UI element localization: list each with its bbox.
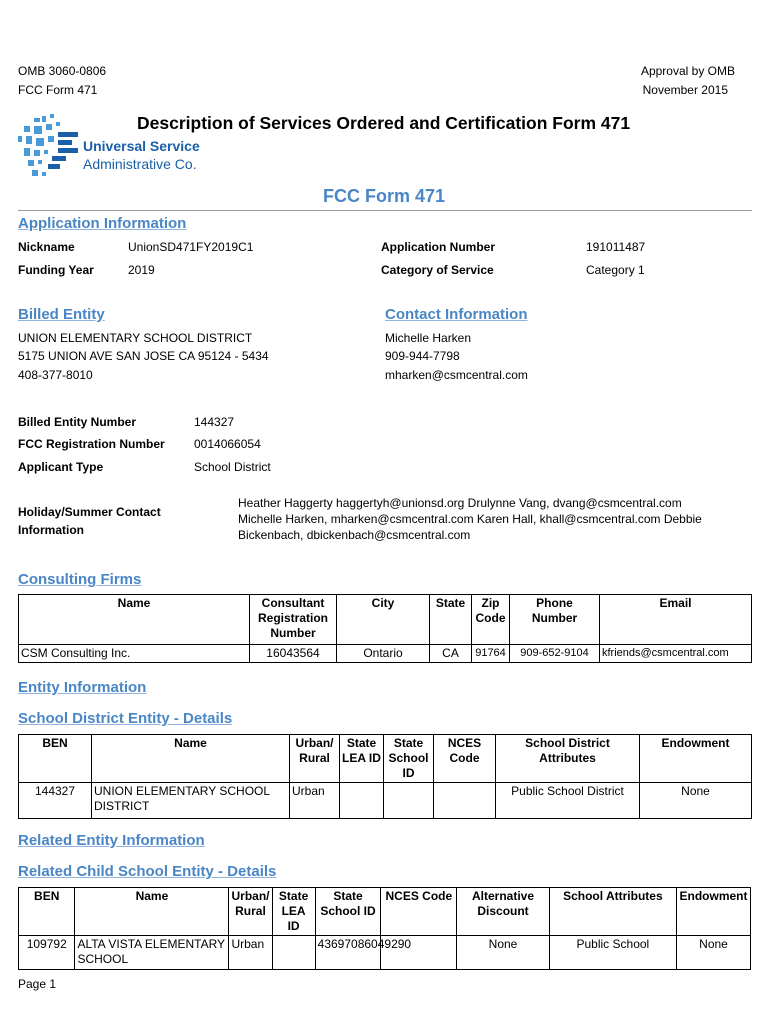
form-number: FCC Form 471	[18, 83, 98, 97]
col-state-school: State School ID	[315, 888, 381, 936]
consulting-table	[18, 594, 752, 663]
cell-urban-rural: Urban	[290, 783, 340, 819]
col-name: Name	[75, 888, 229, 936]
cell-name: CSM Consulting Inc.	[19, 645, 250, 663]
col-zip: Zip Code	[472, 595, 510, 645]
col-ben: BEN	[19, 735, 92, 783]
col-city: City	[337, 595, 430, 645]
col-state-lea: State LEA ID	[340, 735, 384, 783]
col-urban-rural: Urban/ Rural	[229, 888, 272, 936]
consulting-heading: Consulting Firms	[18, 571, 142, 588]
col-endowment: Endowment	[640, 735, 752, 783]
col-ben: BEN	[19, 888, 75, 936]
nickname-label: Nickname	[18, 240, 75, 254]
col-endowment: Endowment	[677, 888, 751, 936]
contact-phone: 909-944-7798	[385, 349, 460, 363]
cell-urban-rural: Urban	[229, 936, 272, 970]
cell-sd-attributes: Public School District	[496, 783, 640, 819]
col-nces: NCES Code	[434, 735, 496, 783]
approval-text: Approval by OMB	[640, 64, 735, 78]
funding-year-value: 2019	[128, 263, 155, 277]
cell-state-school: 43697086049290	[315, 936, 381, 970]
cell-state-lea	[340, 783, 384, 819]
cell-ben: 109792	[19, 936, 75, 970]
consulting-header-row	[19, 595, 752, 645]
child-header-row	[19, 888, 751, 936]
fcc-reg-label: FCC Registration Number	[18, 437, 165, 451]
fcc-reg-value: 0014066054	[194, 437, 261, 451]
application-info-heading: Application Information	[18, 215, 187, 232]
cell-name: UNION ELEMENTARY SCHOOL DISTRICT	[92, 783, 290, 819]
page-number: Page 1	[18, 977, 57, 991]
cell-endowment: None	[677, 936, 751, 970]
nickname-value: UnionSD471FY2019C1	[128, 240, 254, 254]
col-name: Name	[19, 595, 250, 645]
billed-entity-address: 5175 UNION AVE SAN JOSE CA 95124 - 5434	[18, 349, 269, 363]
billed-entity-heading: Billed Entity	[18, 306, 105, 323]
ben-label: Billed Entity Number	[18, 415, 137, 429]
holiday-label: Holiday/Summer Contact	[18, 505, 161, 519]
entity-info-heading: Entity Information	[18, 679, 147, 696]
omb-number: OMB 3060-0806	[18, 64, 107, 78]
table-row	[19, 783, 752, 819]
billed-entity-name: UNION ELEMENTARY SCHOOL DISTRICT	[18, 331, 253, 345]
billed-entity-phone: 408-377-8010	[18, 368, 93, 382]
app-number-value: 191011487	[586, 240, 646, 254]
cell-alt-discount: None	[457, 936, 549, 970]
holiday-contacts-line-2: Michelle Harken, mharken@csmcentral.com Karen Hall, khall@csmcentral.com Debbie	[238, 512, 702, 526]
sd-header-row	[19, 735, 752, 783]
school-district-table	[18, 734, 752, 819]
cell-zip: 91764	[472, 645, 510, 663]
col-school-attributes: School Attributes	[549, 888, 676, 936]
category-value: Category 1	[586, 263, 645, 277]
category-label: Category of Service	[381, 263, 494, 277]
cell-name: ALTA VISTA ELEMENTARY SCHOOL	[75, 936, 229, 970]
cell-email: kfriends@csmcentral.com	[600, 645, 752, 663]
logo-line-1: Universal Service	[83, 138, 200, 154]
holiday-contacts-line-1: Heather Haggerty haggertyh@unionsd.org Drulynne Vang, dvang@csmcentral.com	[238, 496, 682, 510]
col-state-school: State School ID	[384, 735, 434, 783]
ben-value: 144327	[194, 415, 235, 429]
col-email: Email	[600, 595, 752, 645]
cell-consultant-reg: 16043564	[250, 645, 337, 663]
cell-school-attributes: Public School	[549, 936, 676, 970]
table-row	[19, 936, 751, 970]
cell-state-lea	[272, 936, 315, 970]
contact-info-heading: Contact Information	[385, 306, 528, 323]
contact-name: Michelle Harken	[385, 331, 472, 345]
divider	[18, 210, 752, 211]
cell-nces	[434, 783, 496, 819]
col-phone: Phone Number	[510, 595, 600, 645]
table-row	[19, 645, 752, 663]
related-entity-heading: Related Entity Information	[18, 832, 205, 849]
col-name: Name	[92, 735, 290, 783]
col-consultant-reg: Consultant Registration Number	[250, 595, 337, 645]
applicant-type-label: Applicant Type	[18, 460, 104, 474]
related-child-heading: Related Child School Entity - Details	[18, 863, 277, 880]
cell-ben: 144327	[19, 783, 92, 819]
col-urban-rural: Urban/ Rural	[290, 735, 340, 783]
cell-city: Ontario	[337, 645, 430, 663]
holiday-label-2: Information	[18, 523, 84, 537]
approval-date: November 2015	[642, 83, 728, 97]
holiday-contacts-line-3: Bickenbach, dbickenbach@csmcentral.com	[238, 528, 471, 542]
app-number-label: Application Number	[381, 240, 496, 254]
logo-line-2: Administrative Co.	[83, 156, 197, 172]
page-title: Description of Services Ordered and Certification Form 471	[137, 113, 631, 133]
cell-phone: 909-652-9104	[510, 645, 600, 663]
cell-endowment: None	[640, 783, 752, 819]
school-district-heading: School District Entity - Details	[18, 710, 233, 727]
col-state: State	[430, 595, 472, 645]
funding-year-label: Funding Year	[18, 263, 94, 277]
col-alt-discount: Alternative Discount	[457, 888, 549, 936]
col-nces: NCES Code	[381, 888, 457, 936]
cell-state: CA	[430, 645, 472, 663]
cell-state-school	[384, 783, 434, 819]
col-state-lea: State LEA ID	[272, 888, 315, 936]
col-sd-attributes: School District Attributes	[496, 735, 640, 783]
usac-logo-mark-icon	[14, 114, 80, 184]
form-subtitle: FCC Form 471	[323, 186, 446, 206]
related-child-table	[18, 887, 751, 970]
applicant-type-value: School District	[194, 460, 271, 474]
contact-email: mharken@csmcentral.com	[385, 368, 528, 382]
